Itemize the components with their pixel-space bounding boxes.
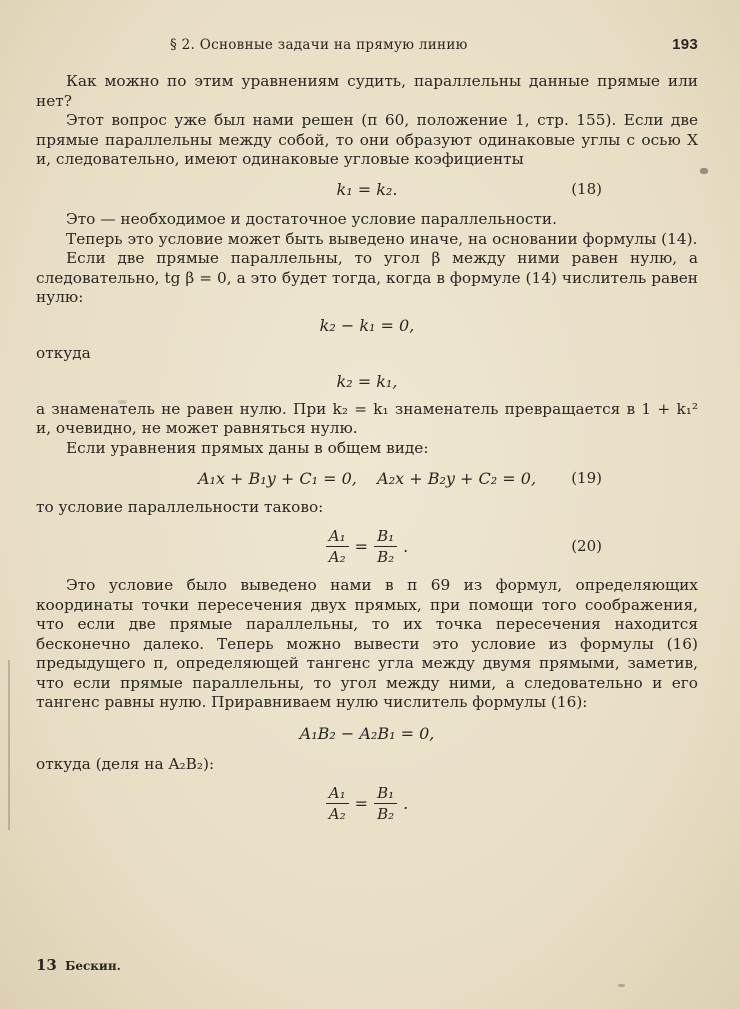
equation-cross-product — [36, 713, 698, 755]
page-header — [58, 36, 698, 53]
fraction — [374, 527, 397, 566]
fraction-equation — [326, 784, 408, 823]
equation-text: k₂ = k₁, — [336, 371, 398, 391]
ink-spot — [700, 168, 708, 174]
paragraph: Это условие было выведено нами в п 69 из формул, определяющих координаты точки пересечения двух прямых, при помощи того соображения, что если две прямые параллельны, то их точка пересечения находится бесконечно далеко. Теперь можно вывести это условие из формулы (16) предыдущего п, определяющей тангенс угла между двумя прямыми, заметив, что если прямые параллельны, то угол между ними, а следовательно и его тангенс равны нулю. Приравниваем нулю числитель формулы (16): — [36, 575, 698, 712]
equation-text: A₁B₂ − A₂B₁ = 0, — [299, 724, 435, 744]
paragraph: то условие параллельности таково: — [36, 498, 324, 517]
equation-number: (18) — [571, 180, 602, 199]
ink-spot — [618, 984, 625, 987]
fraction-numerator: A₁ — [326, 527, 349, 547]
equation-number: (19) — [571, 468, 602, 487]
paragraph: откуда (деля на A₂B₂): — [36, 755, 215, 774]
fraction-denominator: A₂ — [328, 805, 346, 824]
fraction-denominator: B₂ — [377, 548, 395, 567]
equation-final-ratio — [36, 775, 698, 833]
signature-mark: 13 — [36, 956, 57, 974]
equation-20 — [36, 518, 698, 576]
margin-line — [8, 660, 10, 830]
paragraph: Если уравнения прямых даны в общем виде: — [66, 438, 429, 457]
equals-sign: = — [354, 793, 369, 813]
equation-number: (20) — [571, 537, 602, 556]
equation-tail: . — [403, 537, 409, 557]
fraction-denominator: A₂ — [328, 548, 346, 567]
fraction — [374, 784, 397, 823]
page-body — [36, 72, 698, 833]
fraction — [326, 784, 349, 823]
page-number: 193 — [672, 36, 698, 53]
equals-sign: = — [354, 537, 369, 557]
fraction — [326, 527, 349, 566]
fraction-numerator: B₁ — [374, 784, 397, 804]
ink-spot — [118, 400, 127, 404]
author-mark: Бескин. — [65, 959, 121, 973]
equation-numerator-zero — [36, 308, 698, 344]
paragraph: откуда — [36, 343, 91, 362]
paragraph: Этот вопрос уже был нами решен (п 60, положение 1, стр. 155). Если две прямые параллельны между собой, то они образуют одинаковые углы с осью X и, следовательно, имеют одинаковые угловые коэфициенты — [36, 111, 698, 169]
running-title: § 2. Основные задачи на прямую линию — [170, 37, 468, 53]
fraction-equation — [326, 527, 408, 566]
equation-text: k₁ = k₂. — [336, 180, 398, 200]
paragraph: Как можно по этим уравнениям судить, параллельны данные прямые или нет? — [36, 72, 698, 110]
equation-text: A₁x + B₁y + C₁ = 0, A₂x + B₂y + C₂ = 0, — [197, 468, 537, 488]
equation-19 — [36, 458, 698, 498]
fraction-numerator: A₁ — [326, 784, 349, 804]
fraction-numerator: B₁ — [374, 527, 397, 547]
paragraph: Теперь это условие может быть выведено иначе, на основании формулы (14). — [66, 229, 698, 248]
paragraph: а знаменатель не равен нулю. При k₂ = k₁ знаменатель превращается в 1 + k₁² и, очевидно, не может равняться нулю. — [36, 399, 698, 438]
paragraph: Это — необходимое и достаточное условие параллельности. — [66, 209, 557, 228]
equation-18 — [36, 170, 698, 210]
equation-tail: . — [403, 793, 409, 813]
page-footer — [36, 956, 121, 974]
equation-k-equal — [36, 364, 698, 400]
paragraph: Если две прямые параллельны, то угол β между ними равен нулю, а следовательно, tg β = 0, а это будет тогда, когда в формуле (14) числитель равен нулю: — [36, 249, 698, 307]
fraction-denominator: B₂ — [377, 805, 395, 824]
equation-text: k₂ − k₁ = 0, — [319, 316, 415, 336]
